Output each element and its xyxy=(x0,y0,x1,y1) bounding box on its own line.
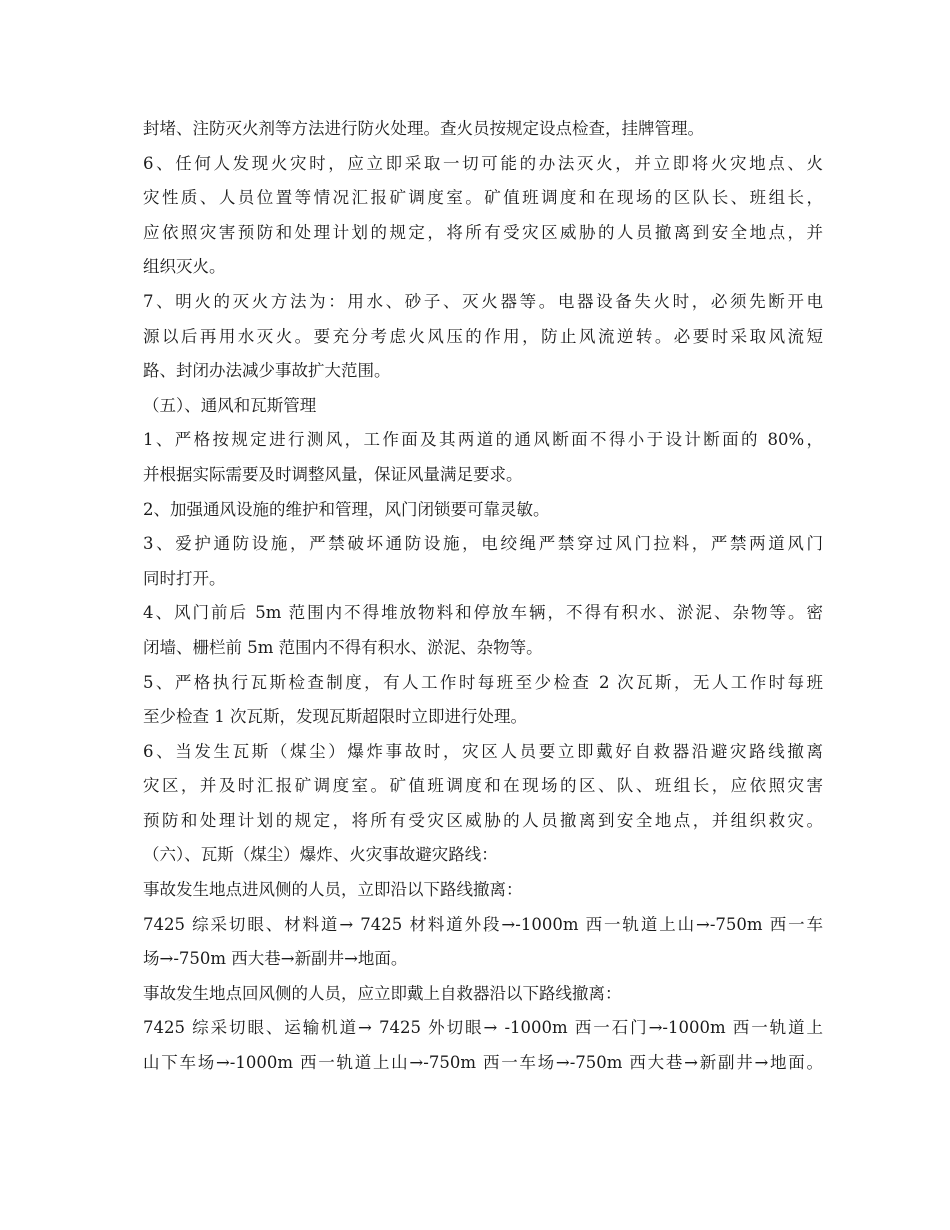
text-line: 山下车场→-1000m 西一轨道上山→-750m 西一车场→-750m 西大巷→新副井→地面。 xyxy=(143,1053,823,1073)
text-line: 7、明火的灭火方法为：用水、砂子、灭火器等。电器设备失火时，必须先断开电 xyxy=(143,291,823,311)
text-line: 7425 综采切眼、运输机道→ 7425 外切眼→ -1000m 西一石门→-1000m 西一轨道上 xyxy=(143,1018,823,1038)
text-line: 6、任何人发现火灾时，应立即采取一切可能的办法灭火，并立即将火灾地点、火 xyxy=(143,153,823,173)
text-line: 4、风门前后 5m 范围内不得堆放物料和停放车辆，不得有积水、淤泥、杂物等。密 xyxy=(143,603,823,623)
text-line: 7425 综采切眼、材料道→ 7425 材料道外段→-1000m 西一轨道上山→-750m 西一车 xyxy=(143,914,823,934)
text-line: 6、当发生瓦斯（煤尘）爆炸事故时，灾区人员要立即戴好自救器沿避灾路线撤离 xyxy=(143,741,823,761)
text-line: 并根据实际需要及时调整风量，保证风量满足要求。 xyxy=(143,464,523,484)
text-line: 灾区，并及时汇报矿调度室。矿值班调度和在现场的区、队、班组长，应依照灾害 xyxy=(143,776,823,796)
text-line: （五）、通风和瓦斯管理 xyxy=(143,395,317,415)
text-line: 封堵、注防灭火剂等方法进行防火处理。查火员按规定设点检查，挂牌管理。 xyxy=(143,119,704,138)
text-line: 灾性质、人员位置等情况汇报矿调度室。矿值班调度和在现场的区队长、班组长， xyxy=(143,188,823,208)
text-line: 2、加强通风设施的维护和管理，风门闭锁要可靠灵敏。 xyxy=(143,499,550,519)
text-line: 5、严格执行瓦斯检查制度，有人工作时每班至少检查 2 次瓦斯，无人工作时每班 xyxy=(143,672,823,692)
document-body xyxy=(143,112,823,1081)
text-line: 事故发生地点进风侧的人员，立即沿以下路线撤离： xyxy=(143,880,523,900)
text-line: 路、封闭办法减少事故扩大范围。 xyxy=(143,361,391,381)
text-line: 组织灭火。 xyxy=(143,257,226,277)
text-line: 同时打开。 xyxy=(143,568,226,588)
text-line: 3、爱护通防设施，严禁破坏通防设施，电绞绳严禁穿过风门拉料，严禁两道风门 xyxy=(143,534,823,554)
text-line: 闭墙、栅栏前 5m 范围内不得有积水、淤泥、杂物等。 xyxy=(143,637,543,657)
text-line: （六）、瓦斯（煤尘）爆炸、火灾事故避灾路线： xyxy=(143,845,498,865)
text-line: 应依照灾害预防和处理计划的规定，将所有受灾区威胁的人员撤离到安全地点，并 xyxy=(143,222,823,242)
text-line: 源以后再用水灭火。要充分考虑火风压的作用，防止风流逆转。必要时采取风流短 xyxy=(143,326,823,346)
text-line: 场→-750m 西大巷→新副井→地面。 xyxy=(143,949,408,969)
text-line: 至少检查 1 次瓦斯，发现瓦斯超限时立即进行处理。 xyxy=(143,707,527,727)
text-line: 预防和处理计划的规定，将所有受灾区威胁的人员撤离到安全地点，并组织救灾。 xyxy=(143,810,823,830)
text-line: 1、严格按规定进行测风，工作面及其两道的通风断面不得小于设计断面的 80%， xyxy=(143,430,823,450)
text-line: 事故发生地点回风侧的人员，应立即戴上自救器沿以下路线撤离： xyxy=(143,983,622,1003)
